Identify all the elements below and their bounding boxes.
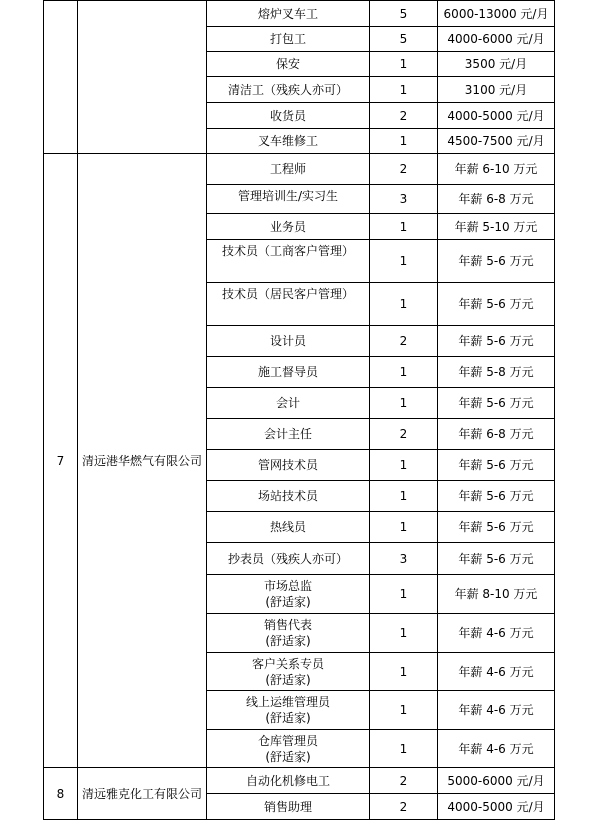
position-title: 会计主任 [263, 427, 312, 441]
salary-cell: 年薪 5-6 万元 [438, 543, 555, 575]
position-title: 市场总监 [263, 579, 312, 593]
position-cell [207, 481, 370, 512]
position-title: 销售助理 [263, 799, 312, 814]
position-title: 场站技术员 [257, 489, 318, 503]
salary-cell: 年薪 4-6 万元 [438, 691, 555, 730]
salary-cell: 4500-7500 元/月 [438, 129, 555, 154]
position-title: 技术员（居民客户管理） [221, 287, 354, 301]
position-cell [207, 77, 370, 103]
headcount-cell: 2 [370, 103, 438, 129]
table-row [44, 1, 555, 27]
salary-cell: 年薪 8-10 万元 [438, 575, 555, 614]
position-title: 设计员 [269, 334, 306, 348]
position-title: 会计 [275, 396, 300, 410]
salary-cell: 年薪 5-6 万元 [438, 326, 555, 357]
position-cell [207, 103, 370, 129]
headcount-cell: 3 [370, 543, 438, 575]
headcount-cell: 1 [370, 357, 438, 388]
position-note: (舒适家) [265, 672, 311, 687]
headcount-cell: 1 [370, 52, 438, 77]
salary-cell: 年薪 6-10 万元 [438, 154, 555, 185]
headcount-cell: 1 [370, 481, 438, 512]
position-cell [207, 768, 370, 794]
position-title: 清洁工（残疾人亦可） [227, 82, 348, 97]
job-table-body [44, 1, 555, 820]
position-title: 施工督导员 [257, 365, 318, 379]
salary-cell: 年薪 6-8 万元 [438, 419, 555, 450]
company-name: 清远雅克化工有限公司 [78, 768, 207, 820]
salary-cell: 年薪 5-8 万元 [438, 357, 555, 388]
headcount-cell: 1 [370, 129, 438, 154]
company-number [44, 1, 78, 154]
position-title: 仓库管理员 [257, 733, 318, 748]
position-cell [207, 326, 370, 357]
job-table [43, 0, 555, 820]
position-cell [207, 512, 370, 543]
headcount-cell: 1 [370, 512, 438, 543]
position-cell [207, 450, 370, 481]
position-title: 叉车维修工 [257, 134, 318, 148]
headcount-cell: 1 [370, 575, 438, 614]
position-cell [207, 543, 370, 575]
company-name [78, 1, 207, 154]
salary-cell: 4000-5000 元/月 [438, 794, 555, 820]
position-title: 管网技术员 [257, 458, 318, 472]
position-title: 保安 [275, 57, 300, 71]
salary-cell: 年薪 4-6 万元 [438, 653, 555, 691]
company-number: 7 [44, 154, 78, 768]
salary-cell: 5000-6000 元/月 [438, 768, 555, 794]
headcount-cell: 1 [370, 614, 438, 653]
position-cell [207, 52, 370, 77]
headcount-cell: 1 [370, 653, 438, 691]
salary-cell: 年薪 5-6 万元 [438, 388, 555, 419]
position-cell [207, 1, 370, 27]
position-cell [207, 691, 370, 730]
position-title: 客户关系专员 [251, 656, 324, 671]
position-title: 业务员 [269, 219, 306, 234]
position-cell [207, 240, 370, 283]
position-title: 收货员 [269, 108, 306, 123]
table-row [44, 154, 555, 185]
salary-cell: 4000-6000 元/月 [438, 27, 555, 52]
headcount-cell: 2 [370, 768, 438, 794]
position-note: (舒适家) [265, 595, 311, 609]
position-cell [207, 575, 370, 614]
headcount-cell: 1 [370, 240, 438, 283]
position-cell [207, 185, 370, 214]
position-cell [207, 357, 370, 388]
salary-cell: 3100 元/月 [438, 77, 555, 103]
table-row [44, 768, 555, 794]
headcount-cell: 2 [370, 794, 438, 820]
salary-cell: 年薪 4-6 万元 [438, 730, 555, 768]
position-cell [207, 730, 370, 768]
position-cell [207, 419, 370, 450]
headcount-cell: 2 [370, 154, 438, 185]
headcount-cell: 1 [370, 691, 438, 730]
position-title: 技术员（工商客户管理） [221, 244, 354, 258]
salary-cell: 3500 元/月 [438, 52, 555, 77]
salary-cell: 6000-13000 元/月 [438, 1, 555, 27]
salary-cell: 年薪 5-6 万元 [438, 283, 555, 326]
headcount-cell: 1 [370, 283, 438, 326]
company-name: 清远港华燃气有限公司 [78, 154, 207, 768]
salary-cell: 年薪 6-8 万元 [438, 185, 555, 214]
salary-cell: 年薪 5-6 万元 [438, 512, 555, 543]
position-note: (舒适家) [265, 711, 311, 725]
salary-cell: 年薪 5-6 万元 [438, 481, 555, 512]
headcount-cell: 3 [370, 185, 438, 214]
position-title: 熔炉叉车工 [257, 6, 318, 21]
salary-cell: 年薪 5-10 万元 [438, 214, 555, 240]
position-cell [207, 283, 370, 326]
headcount-cell: 5 [370, 27, 438, 52]
position-cell [207, 653, 370, 691]
position-title: 线上运维管理员 [245, 695, 330, 709]
position-title: 打包工 [269, 32, 306, 46]
headcount-cell: 1 [370, 450, 438, 481]
headcount-cell: 1 [370, 730, 438, 768]
position-title: 管理培训生/实习生 [237, 189, 339, 203]
position-title: 自动化机修电工 [245, 773, 330, 788]
position-cell [207, 27, 370, 52]
position-title: 热线员 [269, 520, 306, 534]
position-cell [207, 794, 370, 820]
position-title: 销售代表 [263, 618, 312, 632]
position-note: (舒适家) [265, 634, 311, 648]
position-cell [207, 388, 370, 419]
position-cell [207, 154, 370, 185]
position-cell [207, 214, 370, 240]
headcount-cell: 1 [370, 214, 438, 240]
headcount-cell: 5 [370, 1, 438, 27]
salary-cell: 年薪 5-6 万元 [438, 450, 555, 481]
headcount-cell: 2 [370, 326, 438, 357]
salary-cell: 年薪 4-6 万元 [438, 614, 555, 653]
headcount-cell: 1 [370, 77, 438, 103]
position-title: 工程师 [269, 162, 306, 176]
salary-cell: 年薪 5-6 万元 [438, 240, 555, 283]
company-number: 8 [44, 768, 78, 820]
position-cell [207, 129, 370, 154]
position-title: 抄表员（残疾人亦可） [227, 551, 348, 566]
position-note: (舒适家) [265, 749, 311, 764]
headcount-cell: 2 [370, 419, 438, 450]
salary-cell: 4000-5000 元/月 [438, 103, 555, 129]
headcount-cell: 1 [370, 388, 438, 419]
position-cell [207, 614, 370, 653]
